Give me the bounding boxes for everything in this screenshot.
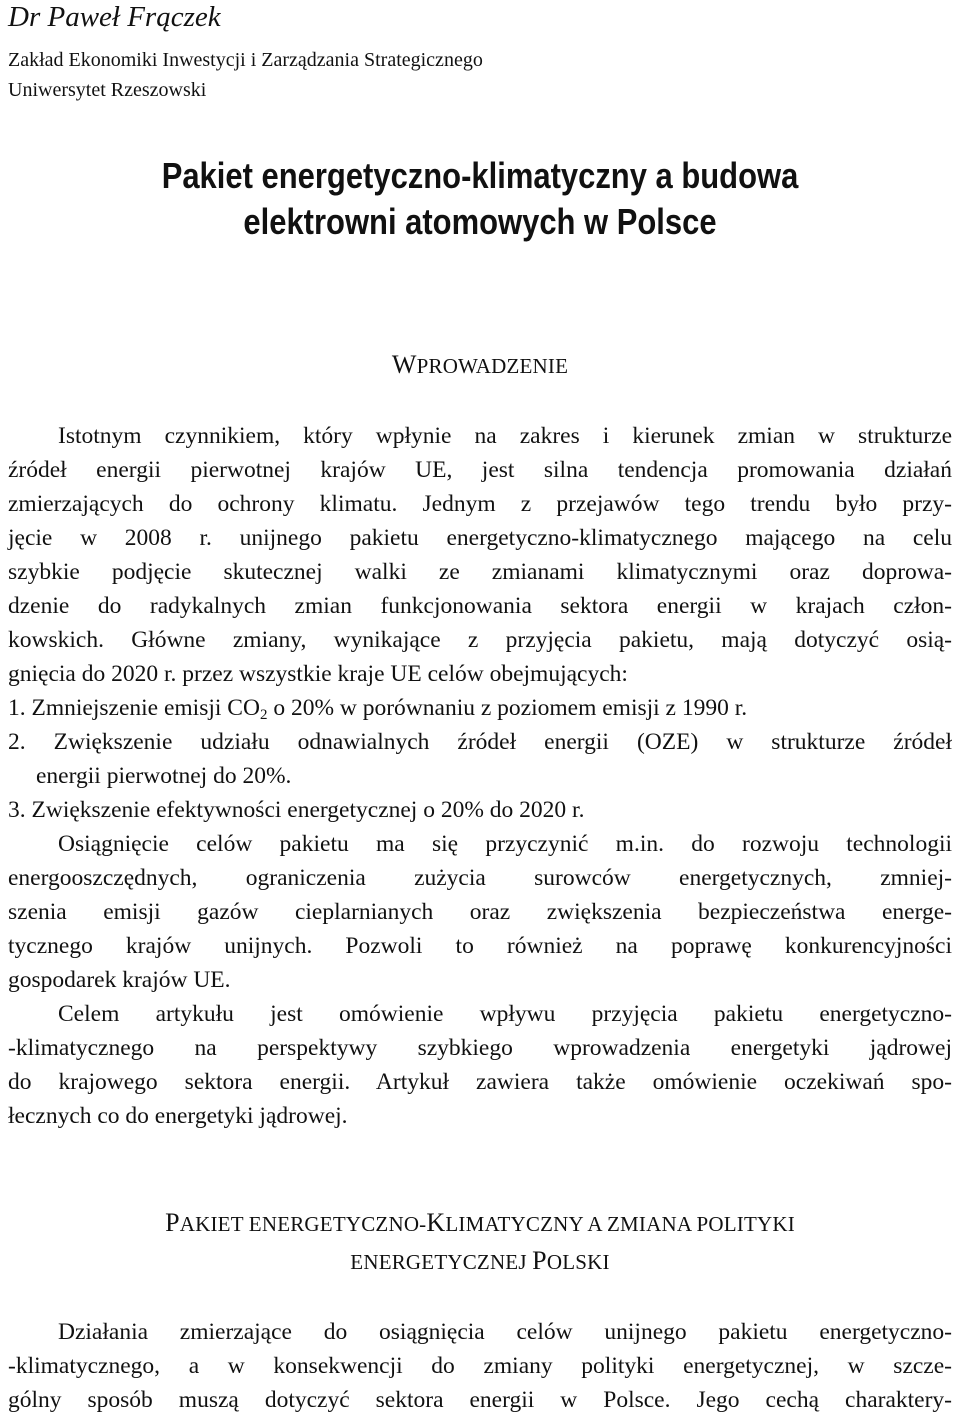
goal-list-item-2-line-1: 2. Zwiększenie udziału odnawialnych źródeł energii (OZE) w strukturze źródeł	[8, 729, 952, 755]
para3-line-2: -klimatycznego na perspektywy szybkiego wprowadzenia energetyki jądrowej	[8, 1035, 952, 1061]
para2-line-1: Osiągnięcie celów pakietu ma się przyczynić m.in. do rozwoju technologii	[58, 831, 952, 857]
para3-line-4: łecznych co do energetyki jądrowej.	[8, 1103, 348, 1129]
heading2-part-d: OLSKI	[546, 1250, 610, 1274]
section-heading-introduction	[0, 352, 960, 379]
goal-list-item-1	[8, 694, 952, 722]
heading2-initial-p: P	[165, 1208, 180, 1237]
intro-line-3: zmierzających do ochrony klimatu. Jednym z przejawów tego trendu było przy-	[8, 491, 952, 517]
para2-line-4: tycznego krajów unijnych. Pozwoli to również na poprawę konkurencyjności	[8, 933, 952, 959]
affiliation-university: Uniwersytet Rzeszowski	[8, 79, 207, 101]
para2-line-3: szenia emisji gazów cieplarnianych oraz zwiększenia bezpieczeństwa energe-	[8, 899, 952, 925]
section-heading-climate-package-line-2	[0, 1248, 960, 1275]
paper-title-line-1: Pakiet energetyczno-klimatyczny a budowa	[161, 155, 799, 196]
para3-line-3: do krajowego sektora energii. Artykuł zawiera także omówienie oczekiwań spo-	[8, 1069, 952, 1095]
section2-line-1: Działania zmierzające do osiągnięcia celów unijnego pakietu energetyczno-	[58, 1319, 952, 1345]
goal-1-text-start: 1. Zmniejszenie emisji CO	[8, 695, 260, 721]
section2-line-2: -klimatycznego, a w konsekwencji do zmiany polityki energetycznej, w szcze-	[8, 1353, 952, 1379]
co2-subscript: 2	[259, 707, 268, 723]
goal-list-item-3: 3. Zwiększenie efektywności energetycznej o 20% do 2020 r.	[8, 797, 585, 823]
section-heading-climate-package-line-1	[0, 1210, 960, 1237]
intro-line-8: gnięcia do 2020 r. przez wszystkie kraje UE celów obejmujących:	[8, 661, 628, 687]
para2-line-2: energooszczędnych, ograniczenia zużycia surowców energetycznych, zmniej-	[8, 865, 952, 891]
affiliation-department: Zakład Ekonomiki Inwestycji i Zarządzania Strategicznego	[8, 49, 483, 71]
intro-line-5: szybkie podjęcie skutecznej walki ze zmianami klimatycznymi oraz doprowa-	[8, 559, 952, 585]
heading2-part-c: ENERGETYCZNEJ	[350, 1250, 533, 1274]
intro-line-1: Istotnym czynnikiem, który wpłynie na zakres i kierunek zmian w strukturze	[58, 423, 952, 449]
heading-initial: W	[391, 350, 417, 379]
intro-line-7: kowskich. Główne zmiany, wynikające z przyjęcia pakietu, mają dotyczyć osią-	[8, 627, 952, 653]
goal-list-item-2-line-2: energii pierwotnej do 20%.	[36, 763, 292, 789]
heading2-part-b: LIMATYCZNY A ZMIANA POLITYKI	[445, 1212, 795, 1236]
paper-title-line-2: elektrowni atomowych w Polsce	[243, 201, 717, 242]
heading2-initial-p2: P	[532, 1246, 547, 1275]
para2-line-5: gospodarek krajów UE.	[8, 967, 231, 993]
intro-line-6: dzenie do radykalnych zmian funkcjonowania sektora energii w krajach człon-	[8, 593, 952, 619]
heading2-initial-k: K	[426, 1208, 446, 1237]
intro-line-2: źródeł energii pierwotnej krajów UE, jest silna tendencja promowania działań	[8, 457, 952, 483]
heading-rest: PROWADZENIE	[416, 354, 569, 378]
intro-line-4: jęcie w 2008 r. unijnego pakietu energetyczno-klimatycznego mającego na celu	[8, 525, 952, 551]
goal-1-text-end: o 20% w porównaniu z poziomem emisji z 1990 r.	[267, 695, 748, 721]
heading2-part-a: AKIET ENERGETYCZNO-	[179, 1212, 427, 1236]
para3-line-1: Celem artykułu jest omówienie wpływu przyjęcia pakietu energetyczno-	[58, 1001, 952, 1027]
section2-line-3: gólny sposób muszą dotyczyć sektora energii w Polsce. Jego cechą charaktery-	[8, 1387, 952, 1413]
author-name: Dr Paweł Frączek	[8, 1, 221, 33]
